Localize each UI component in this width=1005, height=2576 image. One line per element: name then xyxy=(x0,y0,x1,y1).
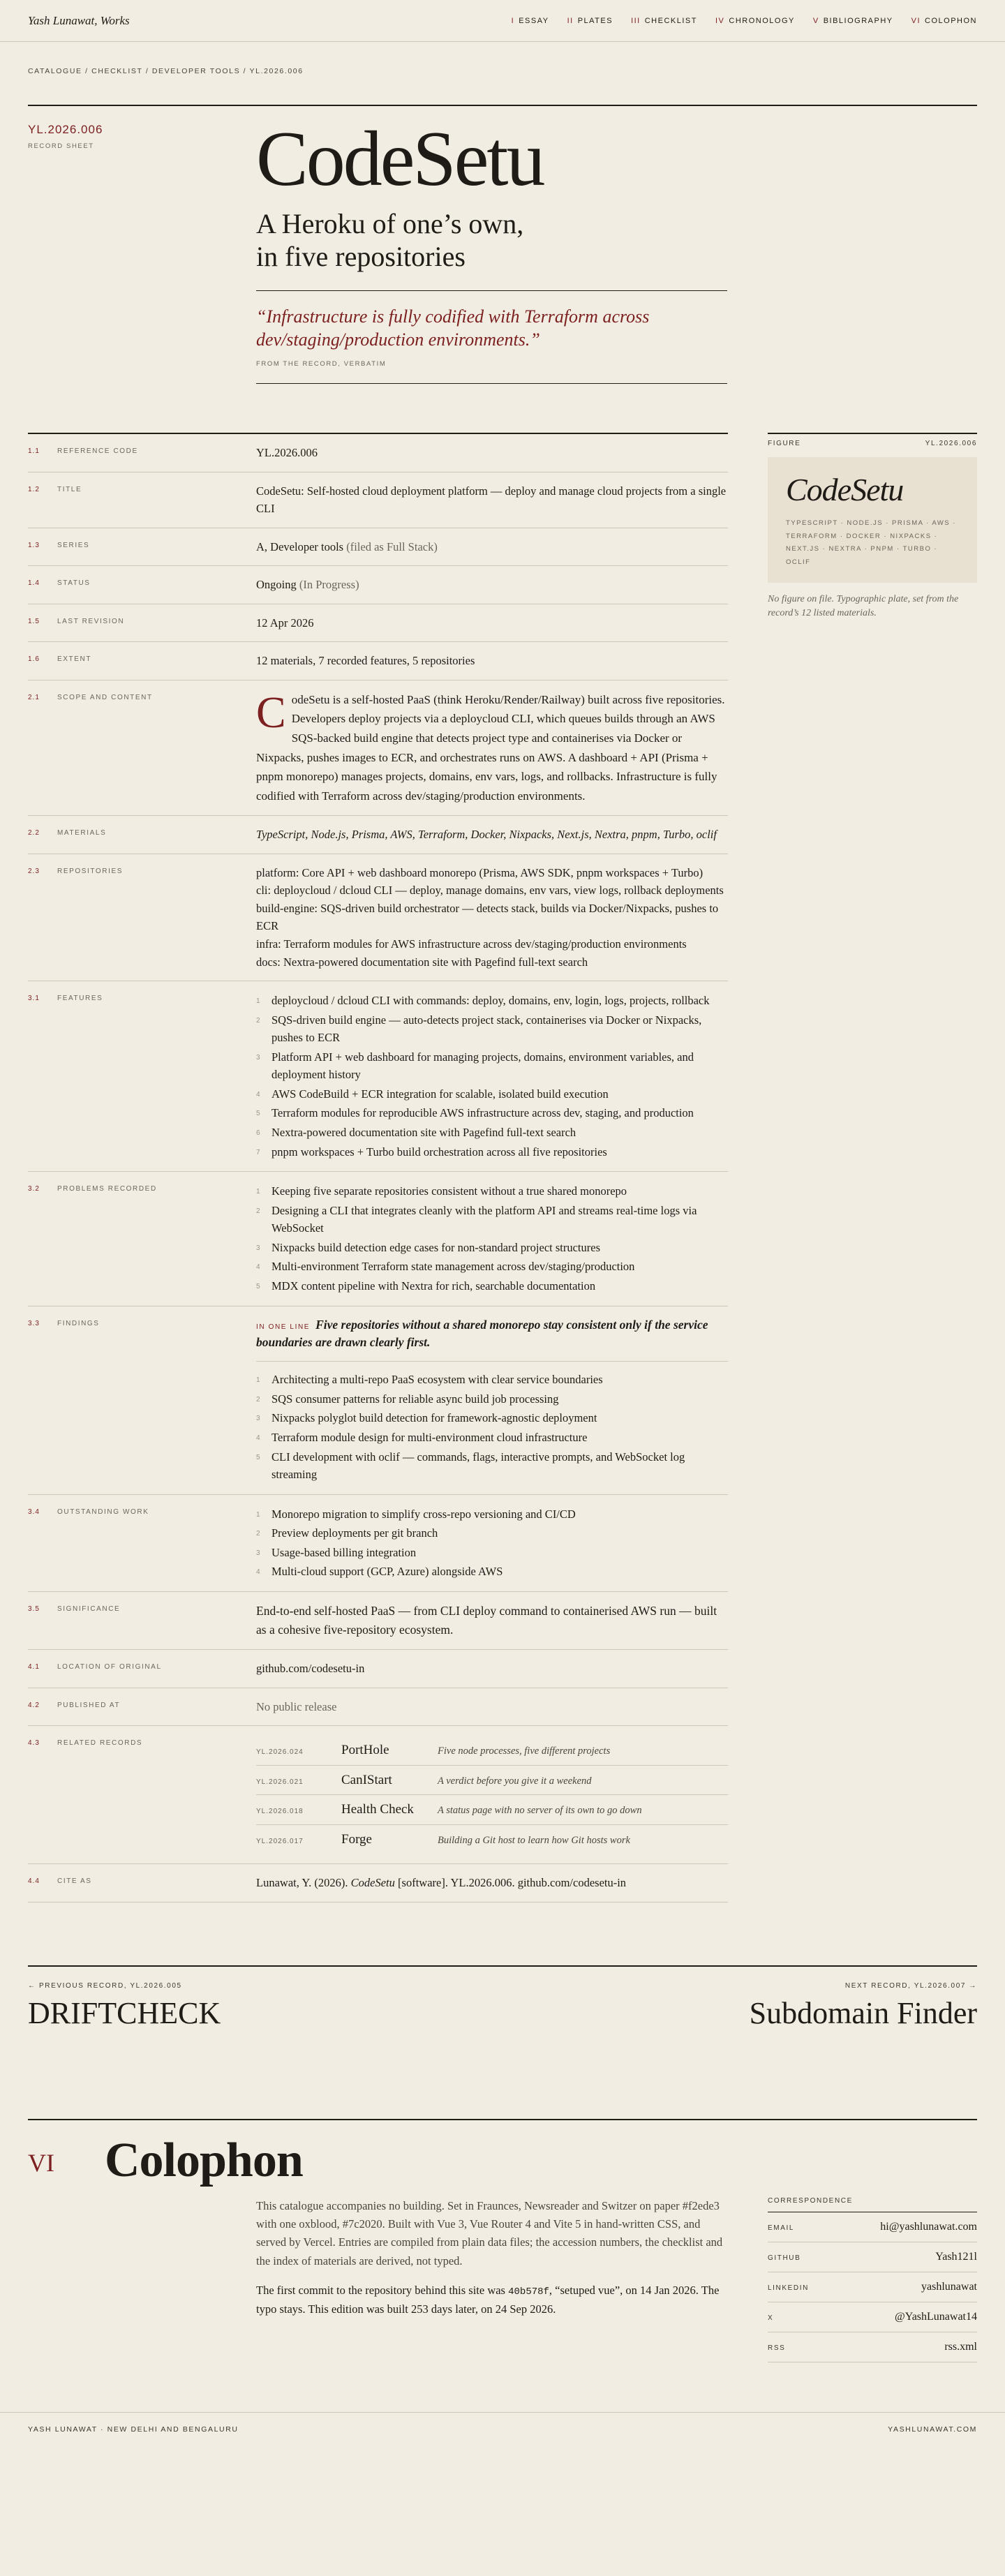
colophon-paragraph: This catalogue accompanies no building. Set in Fraunces, Newsreader and Switzer on paper #f2ede3 with one oxblood, #7c2020. Built with Vue 3, Vue Router 4 and Vite 5 in hand-written CSS, and served by Vercel. Entries are compiled from plain data files; the accession numbers, the checklist and the index of materials are derived, not typed. xyxy=(256,2198,723,2268)
row-label: TITLE xyxy=(57,485,82,493)
row-value: CodeSetu: Self-hosted cloud deployment platform — deploy and manage cloud projects from a single CLI xyxy=(256,484,727,516)
list-item-text: Terraform modules for reproducible AWS infrastructure across dev, staging, and production xyxy=(271,1106,694,1120)
series-value: A, Developer tools xyxy=(256,539,344,553)
list-item-text: Platform API + web dashboard for managing projects, domains, environment variables, and deployment history xyxy=(271,1050,694,1082)
list-item: 1 Architecting a multi-repo PaaS ecosystem with clear service boundaries xyxy=(256,1370,728,1390)
row-value xyxy=(256,1182,728,1295)
list-item: 1 Monorepo migration to simplify cross-repo versioning and CI/CD xyxy=(256,1505,728,1524)
record-sheet-label: RECORD SHEET xyxy=(28,142,94,150)
nav-num: IV xyxy=(715,17,725,25)
row-label: MATERIALS xyxy=(57,829,107,837)
page-subtitle xyxy=(256,208,727,274)
related-record[interactable] xyxy=(256,1766,728,1795)
figure-panel xyxy=(768,433,977,621)
row-label: STATUS xyxy=(57,579,91,588)
contact-link[interactable]: rss.xml xyxy=(944,2340,977,2353)
related-code: YL.2026.018 xyxy=(256,1808,304,1816)
contact-github xyxy=(768,2242,977,2272)
hero xyxy=(28,105,977,433)
footer-site-link[interactable]: YASHLUNAWAT.COM xyxy=(888,2425,977,2434)
subtitle-line: A Heroku of one’s own, xyxy=(256,208,524,239)
row-value xyxy=(256,538,728,556)
footer-location: YASH LUNAWAT · NEW DELHI AND BENGALURU xyxy=(28,2425,239,2434)
row-value: 12 Apr 2026 xyxy=(256,616,314,630)
row-label: SIGNIFICANCE xyxy=(57,1605,121,1613)
row-label: LAST REVISION xyxy=(57,617,125,625)
row-num: 2.3 xyxy=(28,867,40,875)
row-value xyxy=(256,1698,728,1716)
list-item: 1 Keeping five separate repositories consistent without a true shared monorepo xyxy=(256,1182,728,1201)
nav-essay[interactable] xyxy=(512,17,549,25)
site-footer xyxy=(0,2412,1005,2452)
contact-key: EMAIL xyxy=(768,2224,795,2232)
row-value: End-to-end self-hosted PaaS — from CLI deploy command to containerised AWS run — built as a cohesive five-repository ecosystem. xyxy=(256,1603,717,1637)
nav-num: III xyxy=(631,17,641,25)
row-num: 4.1 xyxy=(28,1663,40,1672)
quote-source: FROM THE RECORD, VERBATIM xyxy=(256,360,387,368)
contact-link[interactable]: Yash121l xyxy=(935,2250,977,2263)
list-item-text: Designing a CLI that integrates cleanly with the platform API and streams real-time logs via WebSocket xyxy=(271,1203,697,1235)
row-value xyxy=(256,1505,728,1581)
list-item: 7 pnpm workspaces + Turbo build orchestration across all five repositories xyxy=(256,1142,728,1162)
findings-list xyxy=(256,1370,728,1484)
contact-x xyxy=(768,2302,977,2332)
related-record[interactable] xyxy=(256,1825,728,1854)
nav-num: V xyxy=(812,17,819,25)
p2-post: , “setuped vue”, on 14 Jan 2026. The typo stays. This edition was built 253 days later, on 24 Sep 2026. xyxy=(256,2284,720,2316)
record-rows xyxy=(28,433,728,1903)
row-value xyxy=(256,1316,728,1484)
row-num: 3.3 xyxy=(28,1319,40,1327)
correspondence-heading: CORRESPONDENCE xyxy=(768,2197,977,2212)
repo-line: cli: deploycloud / dcloud CLI — deploy, manage domains, env vars, view logs, rollback deployments xyxy=(256,884,724,898)
nav-num: VI xyxy=(911,17,921,25)
row-num: 3.4 xyxy=(28,1507,40,1516)
row-num: 2.2 xyxy=(28,829,40,837)
row-value xyxy=(256,991,728,1161)
row-scope xyxy=(28,680,728,816)
row-repositories xyxy=(28,854,728,981)
row-findings xyxy=(28,1306,728,1495)
row-label: SCOPE AND CONTENT xyxy=(57,693,153,701)
list-item-text: deploycloud / dcloud CLI with commands: deploy, domains, env, login, logs, projects, rollback xyxy=(271,994,710,1008)
figure-code: YL.2026.006 xyxy=(925,440,977,447)
divider xyxy=(256,290,727,291)
list-item-text: SQS consumer patterns for reliable async build job processing xyxy=(271,1392,559,1406)
github-link[interactable]: github.com/codesetu-in xyxy=(256,1662,365,1676)
drop-cap: C xyxy=(256,687,286,737)
row-num: 4.2 xyxy=(28,1701,40,1709)
row-num: 1.3 xyxy=(28,541,40,549)
row-label: LOCATION OF ORIGINAL xyxy=(57,1663,162,1672)
list-item-text: CLI development with oclif — commands, flags, interactive prompts, and WebSocket log streaming xyxy=(271,1450,685,1482)
outstanding-list xyxy=(256,1505,728,1581)
row-label: PUBLISHED AT xyxy=(57,1701,121,1709)
colophon-text xyxy=(256,2197,728,2318)
nav-checklist[interactable] xyxy=(631,17,697,25)
related-records xyxy=(256,1736,728,1854)
row-label: OUTSTANDING WORK xyxy=(57,1507,149,1516)
one-line-summary xyxy=(256,1316,728,1362)
row-value: YL.2026.006 xyxy=(256,446,318,459)
contact-link[interactable]: @YashLunawat14 xyxy=(895,2310,977,2323)
colophon-number: VI xyxy=(28,2148,54,2177)
row-num: 3.1 xyxy=(28,995,40,1003)
row-location xyxy=(28,1650,728,1688)
repo-line: infra: Terraform modules for AWS infrastructure across dev/staging/production environments xyxy=(256,937,687,951)
list-item: 3 Usage-based billing integration xyxy=(256,1543,728,1563)
nav-bibliography[interactable] xyxy=(813,17,893,25)
nav-label: PLATES xyxy=(577,17,613,25)
row-value: TypeScript, Node.js, Prisma, AWS, Terraform, Docker, Nixpacks, Next.js, Nextra, pnpm, Turbo, oclif xyxy=(256,828,717,842)
row-published xyxy=(28,1688,728,1727)
row-num: 1.5 xyxy=(28,617,40,625)
row-reference-code xyxy=(28,434,728,472)
figure-header xyxy=(768,433,977,447)
list-item: 2 SQS-driven build engine — auto-detects project stack, containerises via Docker or Nixpacks, pushes to ECR xyxy=(256,1011,728,1048)
list-item: 4 Multi-environment Terraform state management across dev/staging/production xyxy=(256,1257,728,1276)
colophon-paragraph xyxy=(256,2281,728,2318)
published-value: No public release xyxy=(256,1699,337,1713)
list-item-text: Terraform module design for multi-environment cloud infrastructure xyxy=(271,1430,588,1444)
row-value: 12 materials, 7 recorded features, 5 repositories xyxy=(256,654,475,668)
list-item-text: Nixpacks build detection edge cases for non-standard project structures xyxy=(271,1240,601,1254)
nav-plates[interactable] xyxy=(567,17,613,25)
related-desc: Five node processes, five different projects xyxy=(438,1745,611,1757)
row-label: EXTENT xyxy=(57,655,92,664)
contact-link[interactable]: hi@yashlunawat.com xyxy=(880,2220,977,2233)
row-label: REPOSITORIES xyxy=(57,867,124,875)
nav-label: CHECKLIST xyxy=(644,17,697,25)
row-label: FEATURES xyxy=(57,995,103,1003)
status-note: (In Progress) xyxy=(299,578,359,592)
list-item-text: AWS CodeBuild + ECR integration for scalable, isolated build execution xyxy=(271,1087,609,1101)
list-item-text: Nextra-powered documentation site with Pagefind full-text search xyxy=(271,1126,576,1139)
related-desc: A status page with no server of its own to go down xyxy=(438,1805,642,1817)
row-extent xyxy=(28,642,728,680)
list-item-text: Nixpacks polyglot build detection for framework-agnostic deployment xyxy=(271,1411,597,1425)
list-item: 5 Terraform modules for reproducible AWS infrastructure across dev, staging, and production xyxy=(256,1103,728,1123)
list-item: 2 Preview deployments per git branch xyxy=(256,1524,728,1543)
figure-caption: No figure on file. Typographic plate, set from the record’s 12 listed materials. xyxy=(768,594,959,619)
nav-colophon[interactable] xyxy=(911,17,977,25)
row-label: FINDINGS xyxy=(57,1319,100,1327)
row-status xyxy=(28,566,728,604)
brand-link[interactable]: Yash Lunawat, Works xyxy=(28,14,130,27)
list-item-text: Monorepo migration to simplify cross-repo versioning and CI/CD xyxy=(271,1507,576,1521)
list-item: 3 Nixpacks polyglot build detection for framework-agnostic deployment xyxy=(256,1408,728,1428)
contact-key: X xyxy=(768,2314,774,2322)
nav-chronology[interactable] xyxy=(715,17,795,25)
previous-record-link[interactable] xyxy=(28,1982,221,2119)
pull-quote: “Infrastructure is fully codified with Terraform across dev/staging/production environments.” xyxy=(256,306,650,350)
row-num: 1.2 xyxy=(28,485,40,493)
list-item: 5 CLI development with oclif — commands, flags, interactive prompts, and WebSocket log streaming xyxy=(256,1447,728,1484)
colophon xyxy=(28,2119,977,2405)
related-code: YL.2026.024 xyxy=(256,1748,304,1757)
repo-line: docs: Nextra-powered documentation site with Pagefind full-text search xyxy=(256,955,588,969)
nav-label: CHRONOLOGY xyxy=(729,17,795,25)
scope-text: odeSetu is a self-hosted PaaS (think Heroku/Render/Railway) built across five repositories. Developers deploy projects via a deploycloud CLI, which queues builds through an AWS SQS-backed build engine that detects project type and containerises via Docker or Nixpacks, pushes images to ECR, and orchestrates runs on AWS. A dashboard + API (Prisma + pnpm monorepo) manages projects, domains, env vars, logs, and rollbacks. Infrastructure is fully codified with Terraform across dev/staging/production environments. xyxy=(256,692,725,803)
related-title: Health Check xyxy=(341,1802,414,1817)
plate-title: CodeSetu xyxy=(786,472,904,507)
list-item: 6 Nextra-powered documentation site with Pagefind full-text search xyxy=(256,1123,728,1142)
list-item-text: Architecting a multi-repo PaaS ecosystem with clear service boundaries xyxy=(271,1373,603,1387)
plate-stack: TYPESCRIPT · NODE.JS · PRISMA · AWS · TERRAFORM · DOCKER · NIXPACKS · NEXT.JS · NEXTRA · PNPM · TURBO · OCLIF xyxy=(786,519,956,566)
one-line-text: Five repositories without a shared monorepo stay consistent only if the service boundaries are drawn clearly first. xyxy=(256,1317,708,1349)
row-cite xyxy=(28,1864,728,1903)
p2-pre: The first commit to the repository behind this site was xyxy=(256,2284,509,2298)
list-item: 5 MDX content pipeline with Nextra for rich, searchable documentation xyxy=(256,1276,728,1296)
row-value xyxy=(256,864,728,971)
record-pagination xyxy=(28,1965,977,2119)
row-value xyxy=(256,576,728,594)
related-title: Forge xyxy=(341,1831,372,1847)
row-title xyxy=(28,472,728,528)
row-num: 4.3 xyxy=(28,1739,40,1748)
related-code: YL.2026.021 xyxy=(256,1778,304,1786)
list-item-text: Keeping five separate repositories consistent without a true shared monorepo xyxy=(271,1184,627,1198)
row-significance xyxy=(28,1592,728,1650)
contact-email xyxy=(768,2212,977,2242)
figure-label: FIGURE xyxy=(768,440,801,447)
list-item-text: pnpm workspaces + Turbo build orchestration across all five repositories xyxy=(271,1145,607,1159)
related-record[interactable] xyxy=(256,1736,728,1765)
list-item-text: Usage-based billing integration xyxy=(271,1545,417,1559)
row-label: REFERENCE CODE xyxy=(57,447,138,455)
list-item: 2 SQS consumer patterns for reliable async build job processing xyxy=(256,1390,728,1409)
contact-link[interactable]: yashlunawat xyxy=(921,2280,977,2293)
row-problems xyxy=(28,1172,728,1306)
row-features xyxy=(28,981,728,1172)
repo-line: build-engine: SQS-driven build orchestrator — detects stack, builds via Docker/Nixpacks, pushes to ECR xyxy=(256,901,719,933)
list-item-text: SQS-driven build engine — auto-detects project stack, containerises via Docker or Nixpacks, pushes to ECR xyxy=(271,1013,702,1045)
row-value xyxy=(256,1874,728,1892)
next-title: Subdomain Finder xyxy=(749,1995,977,2030)
cite-title: CodeSetu xyxy=(350,1876,395,1889)
cite-pre: Lunawat, Y. (2026). xyxy=(256,1876,351,1889)
commit-hash: 40b578f xyxy=(508,2286,549,2298)
list-item-text: Preview deployments per git branch xyxy=(271,1526,438,1540)
previous-label: ← PREVIOUS RECORD, YL.2026.005 xyxy=(28,1981,182,1990)
next-label: NEXT RECORD, YL.2026.007 → xyxy=(844,1981,977,1990)
nav-num: I xyxy=(511,17,515,25)
cite-post: [software]. YL.2026.006. github.com/codesetu-in xyxy=(394,1876,627,1889)
feature-list xyxy=(256,991,728,1161)
site-header xyxy=(0,0,1005,42)
row-num: 3.5 xyxy=(28,1605,40,1613)
row-num: 2.1 xyxy=(28,693,40,701)
subtitle-line: in five repositories xyxy=(256,240,466,272)
status-value: Ongoing xyxy=(256,578,297,592)
repo-line: platform: Core API + web dashboard monorepo (Prisma, AWS SDK, pnpm workspaces + Turbo) xyxy=(256,865,704,879)
related-title: PortHole xyxy=(341,1743,389,1758)
row-related xyxy=(28,1726,728,1864)
list-item-text: Multi-environment Terraform state management across dev/staging/production xyxy=(271,1260,635,1274)
row-last-revision xyxy=(28,604,728,643)
row-num: 1.4 xyxy=(28,579,40,588)
nav-label: ESSAY xyxy=(519,17,549,25)
nav-label: COLOPHON xyxy=(925,17,977,25)
contact-key: LINKEDIN xyxy=(768,2284,809,2292)
row-num: 3.2 xyxy=(28,1185,40,1193)
row-num: 1.6 xyxy=(28,655,40,664)
row-num: 4.4 xyxy=(28,1877,40,1885)
list-item-text: MDX content pipeline with Nextra for rich, searchable documentation xyxy=(271,1279,596,1293)
row-value xyxy=(256,687,728,805)
row-num: 1.1 xyxy=(28,447,40,455)
row-label: SERIES xyxy=(57,541,90,549)
series-note: (filed as Full Stack) xyxy=(346,539,438,553)
contact-rss xyxy=(768,2332,977,2362)
list-item: 4 Terraform module design for multi-environment cloud infrastructure xyxy=(256,1428,728,1447)
list-item: 4 AWS CodeBuild + ECR integration for scalable, isolated build execution xyxy=(256,1085,728,1104)
row-outstanding xyxy=(28,1495,728,1592)
typographic-plate xyxy=(768,457,977,583)
problem-list xyxy=(256,1182,728,1295)
related-code: YL.2026.017 xyxy=(256,1837,304,1845)
row-series xyxy=(28,528,728,567)
contact-key: GITHUB xyxy=(768,2254,801,2262)
list-item: 1 deploycloud / dcloud CLI with commands: deploy, domains, env, login, logs, projects, rollback xyxy=(256,991,728,1011)
nav-num: II xyxy=(567,17,574,25)
row-materials xyxy=(28,816,728,854)
colophon-title: Colophon xyxy=(105,2133,303,2187)
nav-label: BIBLIOGRAPHY xyxy=(823,17,893,25)
next-record-link[interactable] xyxy=(750,1982,977,2119)
main-nav xyxy=(512,17,977,25)
breadcrumb: CATALOGUE / CHECKLIST / DEVELOPER TOOLS / YL.2026.006 xyxy=(28,67,304,75)
list-item: 3 Nixpacks build detection edge cases for non-standard project structures xyxy=(256,1238,728,1258)
row-label: PROBLEMS RECORDED xyxy=(57,1185,157,1193)
list-item-text: Multi-cloud support (GCP, Azure) alongside AWS xyxy=(271,1565,503,1579)
list-item: 2 Designing a CLI that integrates cleanly with the platform API and streams real-time logs via WebSocket xyxy=(256,1201,728,1238)
row-label: CITE AS xyxy=(57,1877,92,1885)
related-desc: Building a Git host to learn how Git hosts work xyxy=(438,1834,630,1846)
previous-title: DRIFTCHECK xyxy=(28,1995,221,2030)
list-item: 4 Multi-cloud support (GCP, Azure) alongside AWS xyxy=(256,1562,728,1581)
list-item: 3 Platform API + web dashboard for managing projects, domains, environment variables, and deployment history xyxy=(256,1048,728,1085)
contact-linkedin xyxy=(768,2272,977,2302)
correspondence xyxy=(768,2197,977,2362)
related-title: CanIStart xyxy=(341,1772,392,1787)
related-record[interactable] xyxy=(256,1795,728,1824)
row-label: RELATED RECORDS xyxy=(57,1739,143,1748)
record-code: YL.2026.006 xyxy=(28,123,103,136)
one-line-tag: IN ONE LINE xyxy=(256,1323,311,1331)
related-desc: A verdict before you give it a weekend xyxy=(438,1775,592,1787)
contact-key: RSS xyxy=(768,2344,786,2352)
divider xyxy=(256,383,727,384)
record-sheet xyxy=(28,433,977,1903)
page-title: CodeSetu xyxy=(256,116,544,202)
